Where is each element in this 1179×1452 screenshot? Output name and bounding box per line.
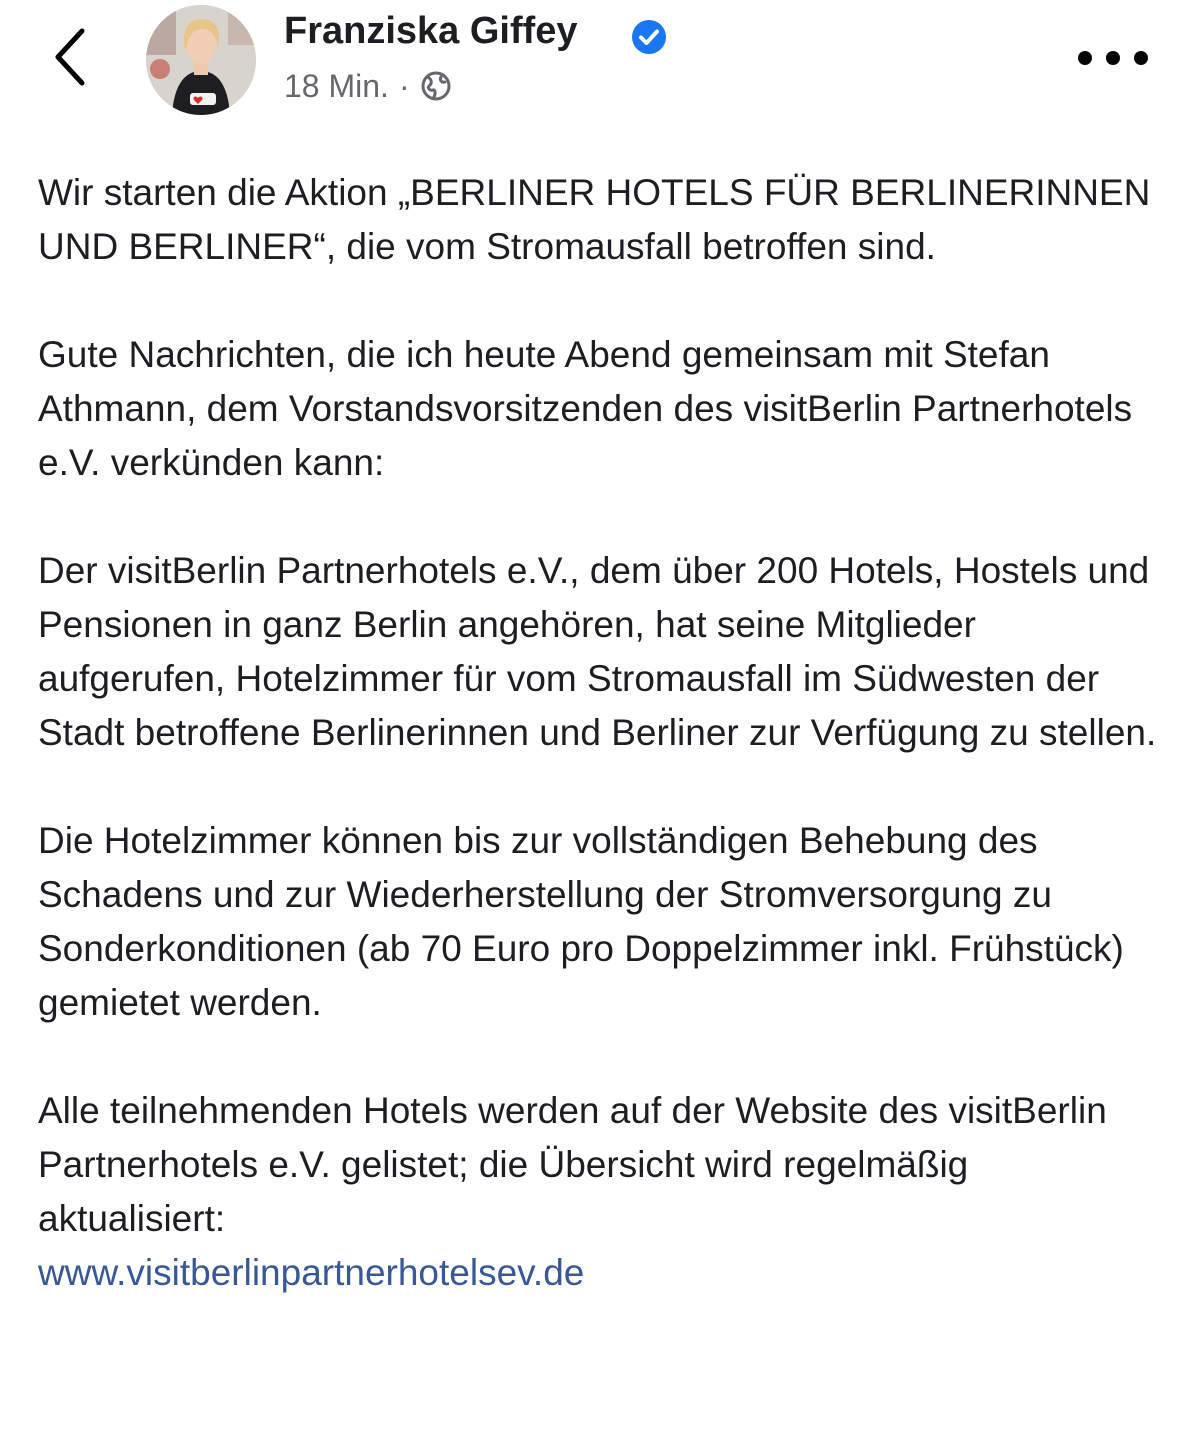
chevron-left-icon [50, 25, 90, 89]
more-dots-icon [1078, 51, 1092, 65]
meta-separator: · [398, 67, 410, 104]
post-meta [284, 66, 452, 106]
verified-badge-icon [630, 18, 668, 56]
more-dots-icon [1134, 51, 1148, 65]
author-name[interactable]: Franziska Giffey [284, 10, 578, 52]
post-paragraph: Wir starten die Aktion „BERLINER HOTELS FÜR BERLINERINNEN UND BERLINER“, die vom Stromausfall betroffen sind. [38, 172, 1151, 267]
post-paragraph [38, 1084, 1158, 1300]
post-paragraph: Gute Nachrichten, die ich heute Abend gemeinsam mit Stefan Athmann, dem Vorstandsvorsitzenden des visitBerlin Partnerhotels e.V. verkünden kann: [38, 334, 1133, 483]
post-paragraph: Der visitBerlin Partnerhotels e.V., dem über 200 Hotels, Hostels und Pensionen in ganz Berlin angehören, hat seine Mitglieder aufgerufen, Hotelzimmer für vom Stromausfall im Südwesten der Stadt betroffene Berlinerinnen und Berliner zur Verfügung zu stellen. [38, 550, 1157, 753]
post-paragraph-text: Alle teilnehmenden Hotels werden auf der Website des visitBerlin Partnerhotels e.V. gelistet; die Übersicht wird regelmäßig aktualisiert: [38, 1090, 1107, 1239]
avatar[interactable] [146, 5, 256, 115]
more-options-button[interactable] [1078, 38, 1148, 78]
post-header [0, 0, 1179, 140]
post-paragraph: Die Hotelzimmer können bis zur vollständigen Behebung des Schadens und zur Wiederherstellung der Stromversorgung zu Sonderkonditionen (ab 70 Euro pro Doppelzimmer inkl. Frühstück) gemietet werden. [38, 820, 1124, 1023]
more-dots-icon [1106, 51, 1120, 65]
website-link[interactable]: www.visitberlinpartnerhotelsev.de [38, 1252, 585, 1293]
avatar-photo [146, 5, 256, 115]
back-button[interactable] [40, 22, 100, 92]
post-timestamp[interactable]: 18 Min. [284, 67, 389, 104]
globe-icon[interactable] [420, 70, 452, 102]
post-body [38, 166, 1158, 1300]
